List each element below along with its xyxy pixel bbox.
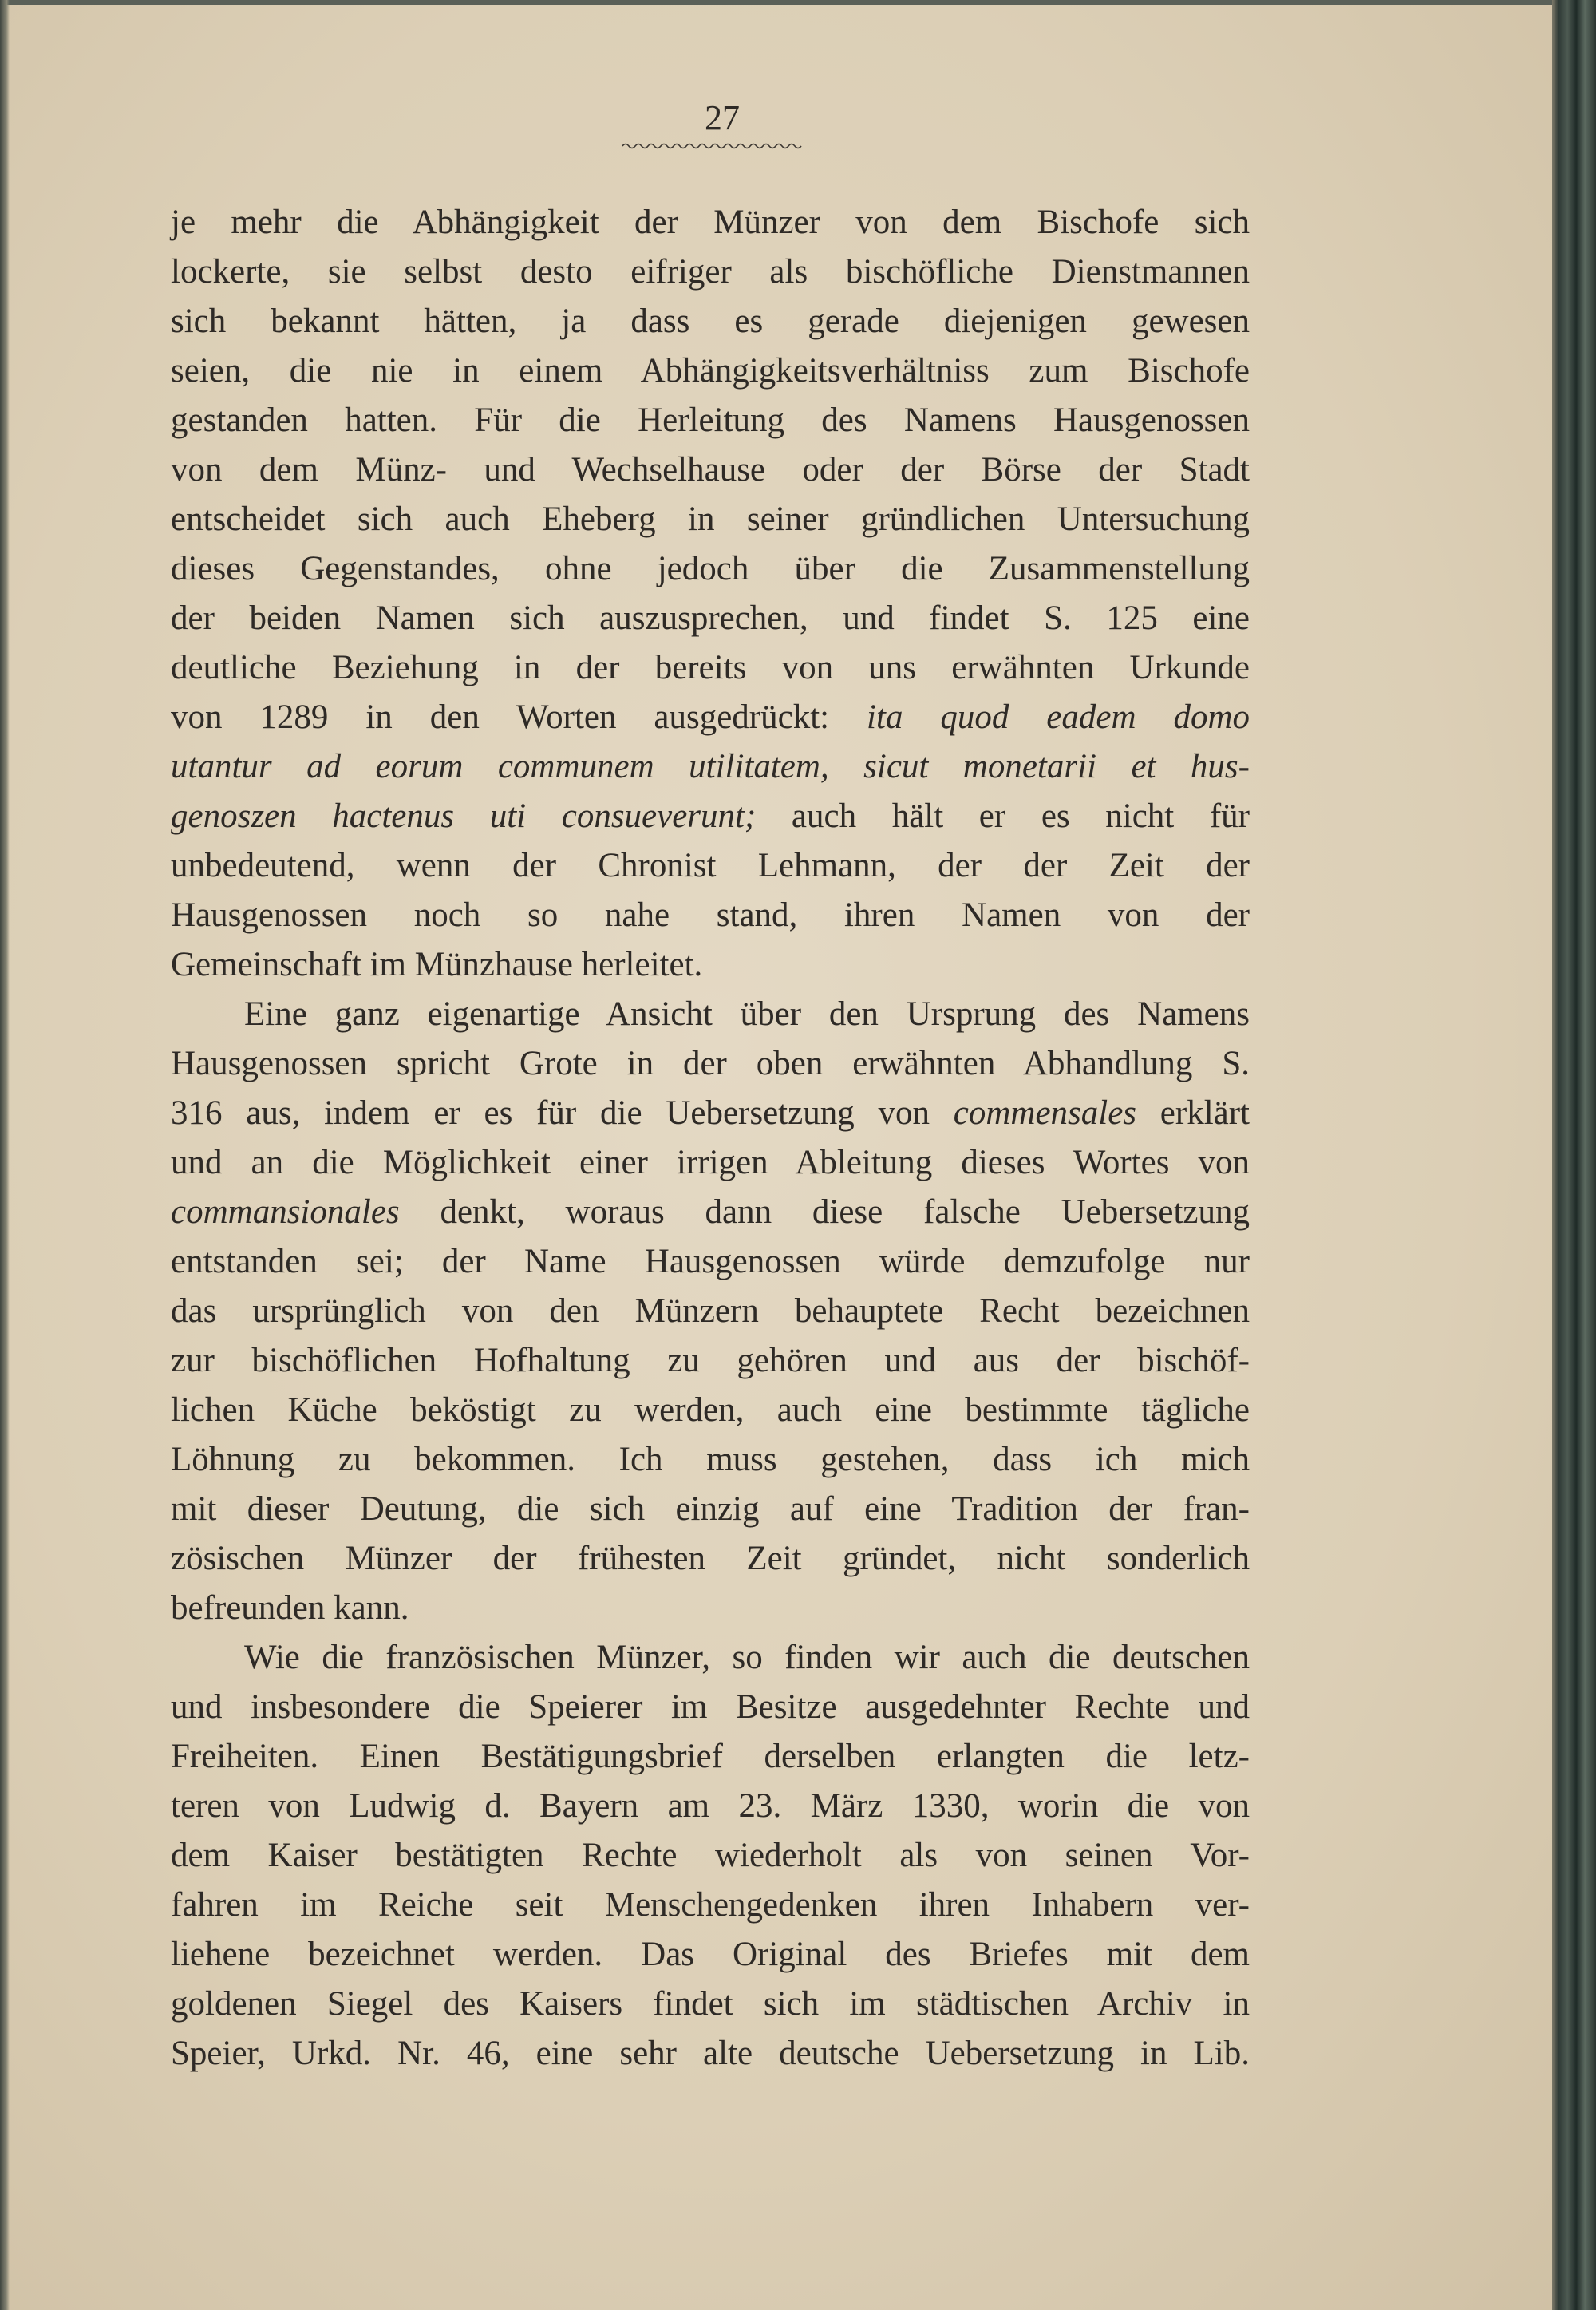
- text-segment: und insbesondere die Speierer im Besitze ausgedehnter Rechte und: [171, 1688, 1250, 1726]
- text-line: [171, 1188, 1250, 1237]
- text-segment: dem Kaiser bestätigten Rechte wiederholt als von seinen Vor-: [171, 1837, 1250, 1874]
- text-line: [171, 1732, 1250, 1782]
- text-segment: der beiden Namen sich auszusprechen, und findet S. 125 eine: [171, 599, 1250, 637]
- text-segment: 316 aus, indem er es für die Uebersetzung von: [171, 1094, 954, 1132]
- text-segment: auch hält er es nicht für: [756, 797, 1250, 835]
- text-line: [171, 1683, 1250, 1732]
- text-line: [171, 1980, 1250, 2029]
- text-segment: befreunden kann.: [171, 1589, 409, 1627]
- text-segment: seien, die nie in einem Abhängigkeitsverhältniss zum Bischofe: [171, 352, 1250, 390]
- text-segment: mit dieser Deutung, die sich einzig auf eine Tradition der fran-: [171, 1490, 1250, 1528]
- text-line: [171, 1881, 1250, 1930]
- text-line: [171, 693, 1250, 742]
- text-line: [171, 1831, 1250, 1881]
- text-line: [171, 1039, 1250, 1089]
- text-segment: Löhnung zu bekommen. Ich muss gestehen, dass ich mich: [171, 1441, 1250, 1478]
- text-line: [171, 346, 1250, 396]
- text-line: [171, 198, 1250, 247]
- text-segment: lichen Küche beköstigt zu werden, auch eine bestimmte tägliche: [171, 1391, 1250, 1429]
- italic-latin-text: commensales: [953, 1094, 1137, 1132]
- text-line: [171, 396, 1250, 445]
- text-segment: unbedeutend, wenn der Chronist Lehmann, der der Zeit der: [171, 847, 1250, 884]
- text-line: [171, 841, 1250, 891]
- italic-latin-text: commansionales: [171, 1193, 400, 1231]
- text-line: [171, 1336, 1250, 1386]
- text-segment: Wie die französischen Münzer, so finden wir auch die deutschen: [244, 1639, 1250, 1676]
- text-segment: Hausgenossen spricht Grote in der oben erwähnten Abhandlung S.: [171, 1045, 1250, 1082]
- text-segment: lockerte, sie selbst desto eifriger als bischöfliche Dienstmannen: [171, 253, 1250, 291]
- italic-latin-text: ita quod eadem domo: [867, 698, 1250, 736]
- text-line: [171, 940, 1250, 990]
- text-line: [171, 445, 1250, 495]
- text-line: [171, 2029, 1250, 2079]
- text-segment: erklärt: [1136, 1094, 1250, 1132]
- text-segment: und an die Möglichkeit einer irrigen Ableitung dieses Wortes von: [171, 1144, 1250, 1181]
- text-line: [171, 495, 1250, 544]
- text-line: [171, 1782, 1250, 1831]
- text-line: [171, 1089, 1250, 1138]
- text-segment: Hausgenossen noch so nahe stand, ihren Namen von der: [171, 896, 1250, 934]
- text-line: [171, 1534, 1250, 1584]
- text-segment: Freiheiten. Einen Bestätigungsbrief derselben erlangten die letz-: [171, 1738, 1250, 1775]
- text-segment: gestanden hatten. Für die Herleitung des Namens Hausgenossen: [171, 401, 1250, 439]
- text-line: [171, 1237, 1250, 1287]
- text-segment: fahren im Reiche seit Menschengedenken ihren Inhabern ver-: [171, 1886, 1250, 1924]
- text-line: [171, 594, 1250, 643]
- text-segment: goldenen Siegel des Kaisers findet sich im städtischen Archiv in: [171, 1985, 1250, 2023]
- italic-latin-text: genoszen hactenus uti consueverunt;: [171, 797, 757, 835]
- text-line: [171, 1138, 1250, 1188]
- text-segment: sich bekannt hätten, ja dass es gerade diejenigen gewesen: [171, 303, 1250, 340]
- text-line: [171, 297, 1250, 346]
- text-line: [171, 1435, 1250, 1485]
- text-line: [171, 544, 1250, 594]
- text-line: [171, 792, 1250, 841]
- text-segment: entscheidet sich auch Eheberg in seiner gründlichen Untersuchung: [171, 500, 1250, 538]
- text-segment: deutliche Beziehung in der bereits von uns erwähnten Urkunde: [171, 649, 1250, 686]
- text-segment: von 1289 in den Worten ausgedrückt:: [171, 698, 867, 736]
- text-segment: Gemeinschaft im Münzhause herleitet.: [171, 946, 703, 983]
- text-line: [171, 1485, 1250, 1534]
- page-number: 27: [705, 98, 740, 137]
- text-segment: zösischen Münzer der frühesten Zeit gründet, nicht sonderlich: [171, 1540, 1250, 1577]
- text-segment: Speier, Urkd. Nr. 46, eine sehr alte deutsche Uebersetzung in Lib.: [171, 2035, 1250, 2072]
- text-line: [171, 990, 1250, 1039]
- text-segment: teren von Ludwig d. Bayern am 23. März 1330, worin die von: [171, 1787, 1250, 1825]
- page-top-edge: [0, 0, 1556, 5]
- book-binding-edge: [1552, 0, 1596, 2310]
- text-segment: Eine ganz eigenartige Ansicht über den Ursprung des Namens: [244, 995, 1250, 1033]
- text-segment: liehene bezeichnet werden. Das Original des Briefes mit dem: [171, 1936, 1250, 1973]
- text-line: [171, 1584, 1250, 1633]
- text-segment: dieses Gegenstandes, ohne jedoch über die Zusammenstellung: [171, 550, 1250, 587]
- text-line: [171, 1930, 1250, 1980]
- text-line: [171, 891, 1250, 940]
- text-line: [171, 1287, 1250, 1336]
- text-line: [171, 742, 1250, 792]
- text-segment: von dem Münz- und Wechselhause oder der Börse der Stadt: [171, 451, 1250, 489]
- text-line: [171, 643, 1250, 693]
- text-line: [171, 1386, 1250, 1435]
- text-segment: je mehr die Abhängigkeit der Münzer von dem Bischofe sich: [171, 204, 1250, 241]
- italic-latin-text: utantur ad eorum communem utilitatem, sicut monetarii et hus-: [171, 748, 1250, 785]
- text-segment: denkt, woraus dann diese falsche Uebersetzung: [399, 1193, 1250, 1231]
- text-segment: das ursprünglich von den Münzern behauptete Recht bezeichnen: [171, 1292, 1250, 1330]
- body-text: [171, 198, 1250, 2079]
- wavy-rule-ornament: [622, 142, 802, 150]
- text-segment: entstanden sei; der Name Hausgenossen würde demzufolge nur: [171, 1243, 1250, 1280]
- page-left-edge: [0, 0, 10, 2310]
- text-line: [171, 1633, 1250, 1683]
- text-segment: zur bischöflichen Hofhaltung zu gehören und aus der bischöf-: [171, 1342, 1250, 1379]
- text-line: [171, 247, 1250, 297]
